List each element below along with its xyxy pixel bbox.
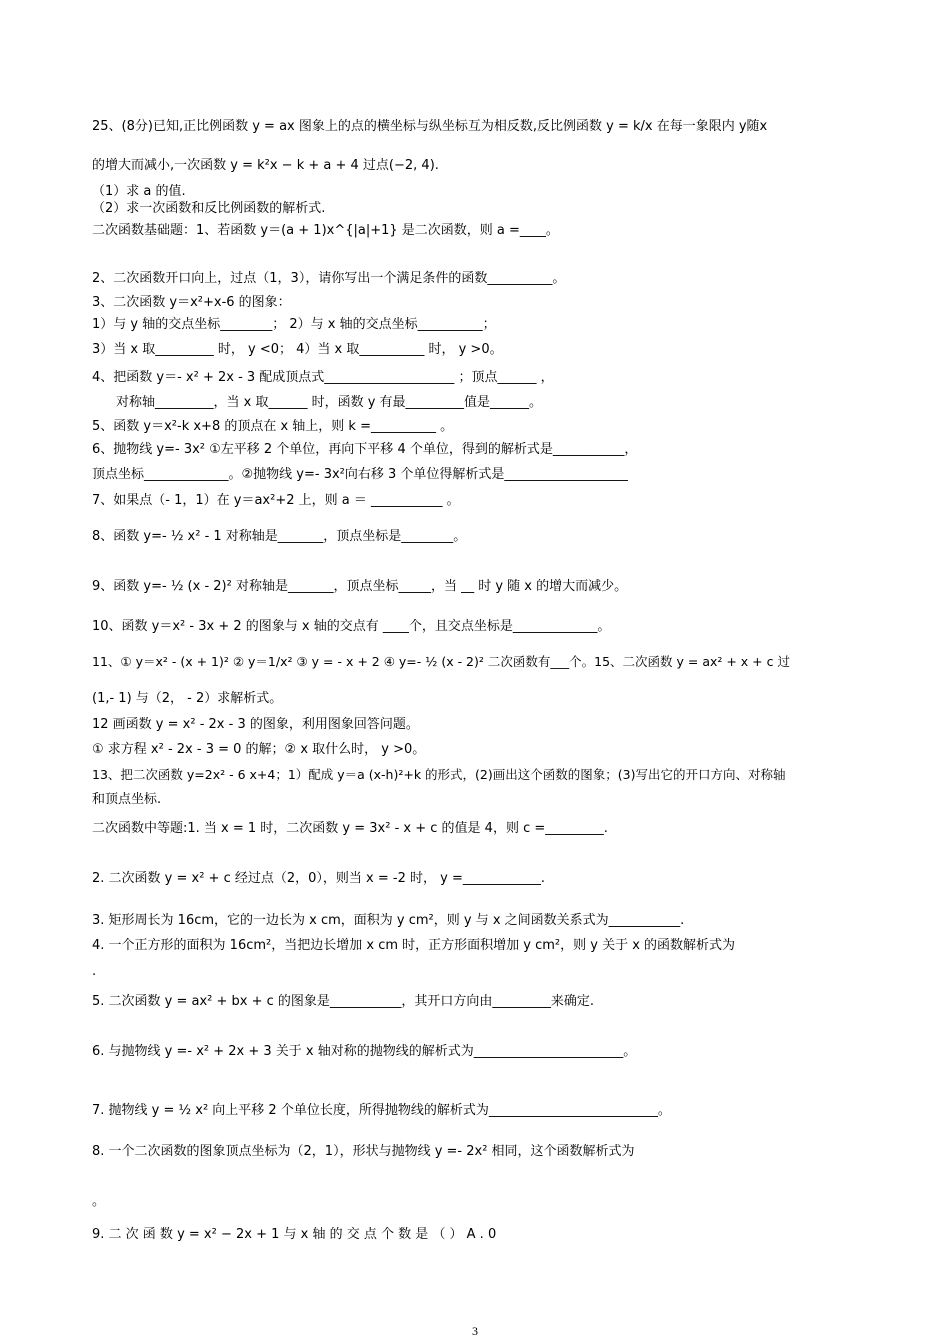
basic-q11-line-2: (1,- 1) 与（2， - 2）求解析式。	[92, 691, 283, 706]
medium-q7: 7. 抛物线 y = ½ x² 向上平移 2 个单位长度，所得抛物线的解析式为__________________________。	[92, 1103, 671, 1118]
basic-q12: 12 画函数 y = x² - 2x - 3 的图象，利用图象回答问题。	[92, 717, 419, 732]
problem-25-part-1: （1）求 a 的值.	[92, 184, 186, 199]
medium-q2: 2. 二次函数 y = x² + c 经过点（2，0），则当 x = -2 时， y =____________.	[92, 871, 545, 886]
basic-q3-parts-1-2: 1）与 y 轴的交点坐标________； 2）与 x 轴的交点坐标__________；	[92, 317, 496, 332]
medium-q4-line-2: .	[92, 964, 97, 979]
basic-q8: 8、函数 y=- ½ x² - 1 对称轴是_______，顶点坐标是________。	[92, 529, 467, 544]
problem-25-line-2: 的增大而减小,一次函数 y = k²x − k + a + 4 过点(−2, 4).	[92, 158, 439, 173]
medium-q4-line-1: 4. 一个正方形的面积为 16cm²，当把边长增加 x cm 时，正方形面积增加 y cm²，则 y 关于 x 的函数解析式为	[92, 938, 736, 953]
medium-section-q1: 二次函数中等题:1. 当 x = 1 时，二次函数 y = 3x² - x + c 的值是 4，则 c =_________.	[92, 821, 608, 836]
medium-q8-line-1: 8. 一个二次函数的图象顶点坐标为（2，1），形状与抛物线 y =- 2x² 相同，这个函数解析式为	[92, 1144, 635, 1159]
basic-q5: 5、函数 y＝x²-k x+8 的顶点在 x 轴上，则 k =__________ 。	[92, 419, 454, 434]
medium-q6: 6. 与抛物线 y =- x² + 2x + 3 关于 x 轴对称的抛物线的解析式为_______________________。	[92, 1044, 637, 1059]
basic-q2: 2、二次函数开口向上，过点（1，3），请你写出一个满足条件的函数__________。	[92, 271, 566, 286]
basic-q3: 3、二次函数 y＝x²+x-6 的图象：	[92, 295, 291, 310]
problem-25-line-1: 25、(8分)已知,正比例函数 y = ax 图象上的点的横坐标与纵坐标互为相反数,反比例函数 y = k/x 在每一象限内 y随x	[92, 119, 768, 134]
medium-q8-line-2: 。	[92, 1194, 106, 1209]
basic-q7: 7、如果点（- 1，1）在 y＝ax²+2 上，则 a ＝ ___________ 。	[92, 493, 460, 508]
basic-q4-line-2: 对称轴_________，当 x 取______ 时，函数 y 有最_________值是______。	[116, 395, 543, 410]
medium-q5: 5. 二次函数 y = ax² + bx + c 的图象是___________，其开口方向由_________来确定.	[92, 994, 595, 1009]
medium-q3: 3. 矩形周长为 16cm，它的一边长为 x cm，面积为 y cm²，则 y 与 x 之间函数关系式为___________.	[92, 913, 685, 928]
problem-25-part-2: （2）求一次函数和反比例函数的解析式.	[92, 201, 326, 216]
basic-q3-parts-3-4: 3）当 x 取_________ 时， y <0； 4）当 x 取__________ 时， y >0。	[92, 342, 503, 357]
page-number: 3	[472, 1324, 478, 1338]
basic-section-q1: 二次函数基础题：1、若函数 y＝(a + 1)x^{|a|+1} 是二次函数，则 a =____。	[92, 223, 559, 238]
basic-q12-part: ① 求方程 x² - 2x - 3 = 0 的解；② x 取什么时， y >0。	[92, 742, 426, 757]
basic-q11-line-1: 11、① y＝x² - (x + 1)² ② y＝1/x² ③ y = - x + 2 ④ y=- ½ (x - 2)² 二次函数有___个。15、二次函数 y = ax² + x + c 过	[92, 654, 790, 669]
basic-q10: 10、函数 y＝x² - 3x + 2 的图象与 x 轴的交点有 ____个，且交点坐标是_____________。	[92, 619, 611, 634]
basic-q6-line-1: 6、抛物线 y=- 3x² ①左平移 2 个单位，再向下平移 4 个单位，得到的解析式是___________，	[92, 442, 638, 457]
basic-q4-line-1: 4、把函数 y＝- x² + 2x - 3 配成顶点式____________________ ；顶点______ ，	[92, 370, 554, 385]
basic-q6-line-2: 顶点坐标_____________。②抛物线 y=- 3x²向右移 3 个单位得解析式是___________________	[92, 467, 628, 482]
basic-q13-line-1: 13、把二次函数 y=2x² - 6 x+4；1）配成 y＝a (x-h)²+k 的形式，(2)画出这个函数的图象；(3)写出它的开口方向、对称轴	[92, 767, 786, 782]
medium-q9: 9. 二 次 函 数 y = x² − 2x + 1 与 x 轴 的 交 点 个 数 是 （ ） A . 0	[92, 1227, 497, 1242]
basic-q9: 9、函数 y=- ½ (x - 2)² 对称轴是_______，顶点坐标_____，当 __ 时 y 随 x 的增大而减少。	[92, 579, 628, 594]
basic-q13-line-2: 和顶点坐标.	[92, 792, 162, 807]
